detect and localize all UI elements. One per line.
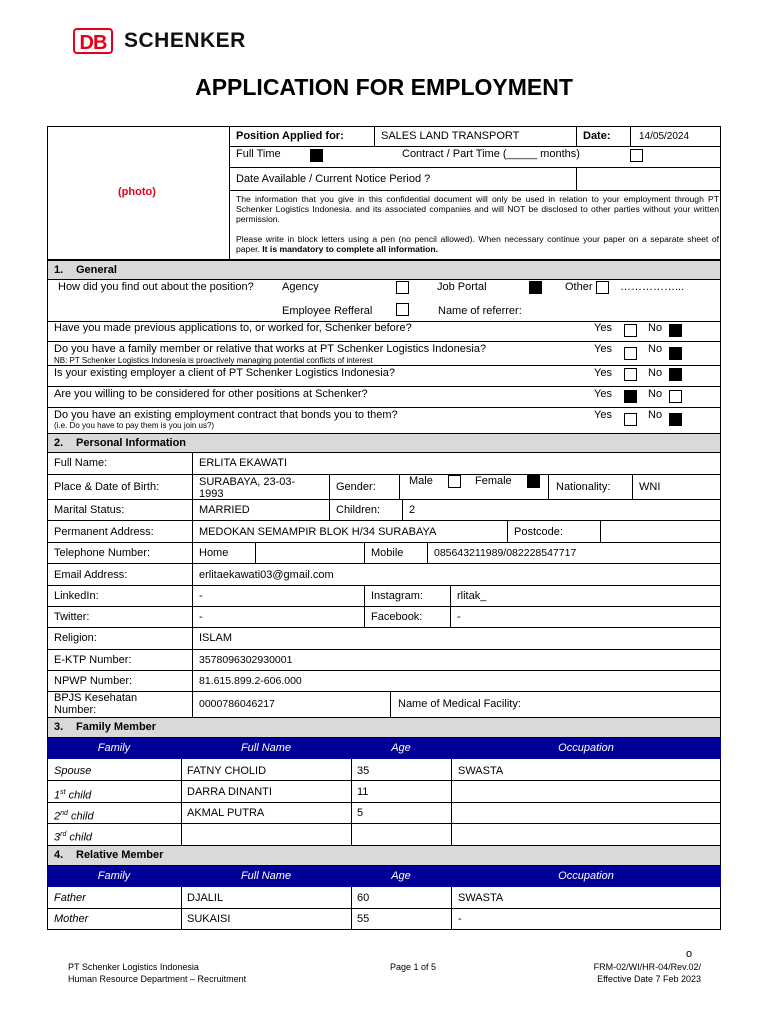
date-value[interactable]: 14/05/2024 xyxy=(639,131,690,142)
full-time-checkbox[interactable] xyxy=(310,149,323,162)
no-label: No xyxy=(648,409,663,421)
previous-application-yes-checkbox[interactable] xyxy=(624,324,637,337)
postcode-label: Postcode: xyxy=(514,526,563,538)
family-member-no-checkbox[interactable] xyxy=(669,347,682,360)
family-row-rel: Spouse xyxy=(54,765,92,777)
bpjs-value[interactable]: 0000786046217 xyxy=(199,698,275,710)
facebook-value[interactable]: - xyxy=(457,611,461,623)
section-family-header: 3. Family Member xyxy=(47,717,721,738)
question-other-positions: Are you willing to be considered for other positions at Schenker? xyxy=(54,388,368,400)
marital-label: Marital Status: xyxy=(54,504,125,516)
family-row-name[interactable]: FATNY CHOLID xyxy=(187,765,267,777)
job-portal-label: Job Portal xyxy=(437,281,487,293)
pob-label: Place & Date of Birth: xyxy=(54,481,160,493)
family-col-fullname: Full Name xyxy=(181,738,351,759)
employer-client-no-checkbox[interactable] xyxy=(669,368,682,381)
npwp-value[interactable]: 81.615.899.2-606.000 xyxy=(199,675,302,687)
full-time-label: Full Time xyxy=(236,148,281,160)
ektp-value[interactable]: 3578096302930001 xyxy=(199,654,293,666)
pob-value[interactable]: SURABAYA, 23-03-1993 xyxy=(199,476,296,500)
yes-label: Yes xyxy=(594,322,612,334)
agency-label: Agency xyxy=(282,281,319,293)
position-label: Position Applied for: xyxy=(236,130,344,142)
relative-row-name[interactable]: SUKAISI xyxy=(187,913,231,925)
footer-form-code: FRM-02/WI/HR-04/Rev.02/ xyxy=(593,962,701,972)
email-label: Email Address: xyxy=(54,569,128,581)
section-relative-header: 4. Relative Member xyxy=(47,845,721,866)
family-row-rel: 1st child xyxy=(54,789,92,802)
referrer-label: Name of referrer: xyxy=(438,305,522,317)
family-row-age[interactable]: 5 xyxy=(357,807,364,819)
children-label: Children: xyxy=(336,504,381,516)
relative-row-age[interactable]: 55 xyxy=(357,913,370,925)
date-available-label: Date Available / Current Notice Period ? xyxy=(236,173,431,185)
medical-facility-label: Name of Medical Facility: xyxy=(398,698,521,710)
twitter-label: Twitter: xyxy=(54,611,90,623)
other-label: Other xyxy=(565,281,593,293)
employment-contract-no-checkbox[interactable] xyxy=(669,413,682,426)
address-label: Permanent Address: xyxy=(54,526,154,538)
linkedin-label: LinkedIn: xyxy=(54,590,99,602)
no-label: No xyxy=(648,343,663,355)
mobile-label: Mobile xyxy=(371,547,404,559)
relative-col-age: Age xyxy=(351,866,451,887)
position-value[interactable]: SALES LAND TRANSPORT xyxy=(381,130,520,142)
page-title: APPLICATION FOR EMPLOYMENT xyxy=(195,74,573,100)
children-value[interactable]: 2 xyxy=(409,504,416,516)
footer-company: PT Schenker Logistics Indonesia xyxy=(68,962,199,972)
question-previous-application: Have you made previous applications to, or worked for, Schenker before? xyxy=(54,322,412,334)
family-row-age[interactable]: 35 xyxy=(357,765,370,777)
religion-label: Religion: xyxy=(54,632,97,644)
home-label: Home xyxy=(199,547,229,559)
confidentiality-notice: The information that you give in this confidential document will only be used in relation to your employment through PT Schenker Logistics Indonesia. and its associated companies and will NOT be disclosed to other parties without your written permission. xyxy=(236,194,719,224)
facebook-label: Facebook: xyxy=(371,611,423,623)
conflict-note: NB: PT Schenker Logistics Indonesia is proactively managing potential conflicts of interest xyxy=(54,356,373,365)
how-found-question: How did you find out about the position? xyxy=(58,281,254,293)
footer-department: Human Resource Department – Recruitment xyxy=(68,974,247,984)
family-col-occupation: Occupation xyxy=(451,738,721,759)
company-logo-text: SCHENKER xyxy=(124,29,246,52)
other-dots: ……………... xyxy=(620,281,685,293)
full-name-label: Full Name: xyxy=(54,457,108,469)
agency-checkbox[interactable] xyxy=(396,281,409,294)
section-general-header: 1. General xyxy=(47,260,721,280)
yes-label: Yes xyxy=(594,409,612,421)
job-portal-checkbox[interactable] xyxy=(529,281,542,294)
contract-label: Contract / Part Time (_____ months) xyxy=(402,148,580,160)
bpjs-label: BPJS Kesehatan Number: xyxy=(54,692,138,716)
footer-page-number: Page 1 of 5 xyxy=(390,962,437,972)
footer-circle-mark: o xyxy=(686,948,693,960)
family-row-name[interactable]: AKMAL PUTRA xyxy=(187,807,265,819)
religion-value[interactable]: ISLAM xyxy=(199,632,233,644)
employment-contract-yes-checkbox[interactable] xyxy=(624,413,637,426)
employee-referral-label: Employee Refferal xyxy=(282,305,373,317)
ektp-label: E-KTP Number: xyxy=(54,654,132,666)
photo-placeholder: (photo) xyxy=(118,186,156,198)
yes-label: Yes xyxy=(594,388,612,400)
relative-row-rel: Father xyxy=(54,892,86,904)
question-family-member: Do you have a family member or relative that works at PT Schenker Logistics Indonesia? xyxy=(54,343,487,355)
family-member-yes-checkbox[interactable] xyxy=(624,347,637,360)
employer-client-yes-checkbox[interactable] xyxy=(624,368,637,381)
full-name-value[interactable]: ERLITA EKAWATI xyxy=(199,457,288,469)
family-row-age[interactable]: 11 xyxy=(357,786,369,798)
no-label: No xyxy=(648,367,663,379)
other-positions-no-checkbox[interactable] xyxy=(669,390,682,403)
other-checkbox[interactable] xyxy=(596,281,609,294)
instagram-value[interactable]: rlitak_ xyxy=(457,590,487,602)
employee-referral-checkbox[interactable] xyxy=(396,303,409,316)
family-col-family: Family xyxy=(47,738,181,759)
female-checkbox[interactable] xyxy=(527,475,540,488)
address-value[interactable]: MEDOKAN SEMAMPIR BLOK H/34 SURABAYA xyxy=(199,526,437,538)
female-label: Female xyxy=(475,475,512,487)
nationality-value[interactable]: WNI xyxy=(639,481,661,493)
contract-checkbox[interactable] xyxy=(630,149,643,162)
email-value[interactable]: erlitaekawati03@gmail.com xyxy=(199,569,334,581)
relative-row-name[interactable]: DJALIL xyxy=(187,892,224,904)
contract-note: (i.e. Do you have to pay them is you join us?) xyxy=(54,421,215,430)
mobile-value[interactable]: 085643211989/082228547717 xyxy=(434,547,577,559)
no-label: No xyxy=(648,322,663,334)
section-personal-header: 2. Personal Information xyxy=(47,433,721,453)
footer-effective-date: Effective Date 7 Feb 2023 xyxy=(597,974,701,984)
no-label: No xyxy=(648,388,663,400)
yes-label: Yes xyxy=(594,343,612,355)
question-employment-contract: Do you have an existing employment contract that bonds you to them? xyxy=(54,409,398,421)
phone-label: Telephone Number: xyxy=(54,547,151,559)
instructions-notice: Please write in block letters using a pen (no pencil allowed). When necessary continue your paper on a separate sheet of paper. It is mandatory to complete all information. xyxy=(236,234,719,254)
linkedin-value[interactable]: - xyxy=(199,590,203,602)
family-row-name[interactable]: DARRA DINANTI xyxy=(187,786,272,798)
relative-col-fullname: Full Name xyxy=(181,866,351,887)
relative-row-occupation[interactable]: - xyxy=(458,913,462,925)
date-label: Date: xyxy=(583,130,611,142)
npwp-label: NPWP Number: xyxy=(54,675,133,687)
gender-label: Gender: xyxy=(336,481,376,493)
relative-row-occupation[interactable]: SWASTA xyxy=(458,892,504,904)
male-checkbox[interactable] xyxy=(448,475,461,488)
male-label: Male xyxy=(409,475,433,487)
yes-label: Yes xyxy=(594,367,612,379)
instagram-label: Instagram: xyxy=(371,590,423,602)
relative-row-rel: Mother xyxy=(54,913,89,925)
relative-col-occupation: Occupation xyxy=(451,866,721,887)
relative-col-family: Family xyxy=(47,866,181,887)
family-row-occupation[interactable]: SWASTA xyxy=(458,765,504,777)
other-positions-yes-checkbox[interactable] xyxy=(624,390,637,403)
question-existing-employer-client: Is your existing employer a client of PT Schenker Logistics Indonesia? xyxy=(54,367,395,379)
relative-row-age[interactable]: 60 xyxy=(357,892,370,904)
previous-application-no-checkbox[interactable] xyxy=(669,324,682,337)
twitter-value[interactable]: - xyxy=(199,611,203,623)
family-row-rel: 2nd child xyxy=(54,810,94,823)
family-col-age: Age xyxy=(351,738,451,759)
family-row-rel: 3rd child xyxy=(54,831,93,844)
db-logo: DB xyxy=(73,28,113,54)
nationality-label: Nationality: xyxy=(556,481,611,493)
marital-value[interactable]: MARRIED xyxy=(199,504,250,516)
